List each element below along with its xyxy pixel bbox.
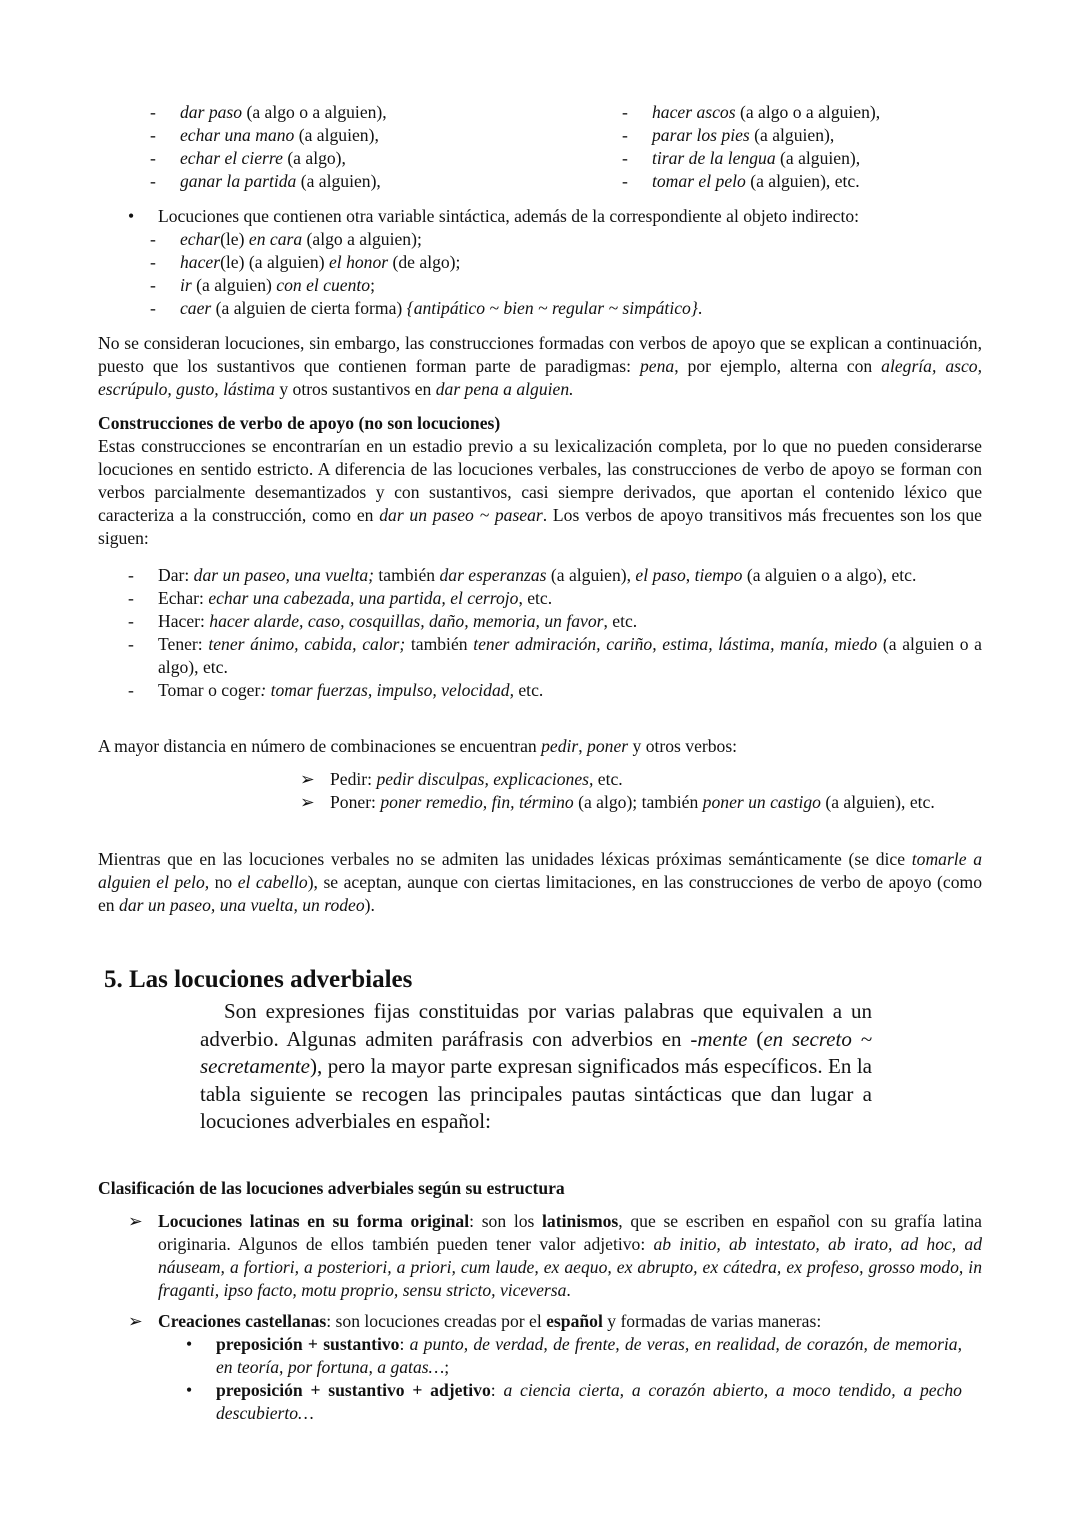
text-run: parar los pies xyxy=(652,125,750,145)
text-run: Poner: xyxy=(330,792,381,812)
dash-marker: - xyxy=(150,298,156,318)
text-run: hacer xyxy=(180,252,221,272)
text-run: Hacer: xyxy=(158,611,210,631)
text-run: (a alguien o a algo), etc. xyxy=(158,634,982,677)
text-run: (a alguien), etc. xyxy=(820,792,935,812)
list-item-castilian xyxy=(128,1310,982,1333)
text-run: , xyxy=(578,736,588,756)
dash-marker: - xyxy=(150,252,156,272)
text-run: tiempo xyxy=(694,565,743,585)
section-title: 5. Las locuciones adverbiales xyxy=(104,966,413,993)
text-run: etc. xyxy=(593,769,623,789)
list-item xyxy=(150,101,590,124)
arrow-marker: ➢ xyxy=(300,792,315,812)
list-item xyxy=(128,564,982,587)
variable-syntactic-bullet xyxy=(128,205,988,320)
text-runs xyxy=(216,1380,962,1423)
text-runs xyxy=(158,611,637,631)
text-run: a ciencia cierta, a corazón abierto, a moco tendido, a pecho descubierto… xyxy=(216,1380,962,1423)
dash-marker: - xyxy=(128,634,134,654)
text-run: también xyxy=(373,565,440,585)
arrow-marker: ➢ xyxy=(300,769,315,789)
dash-marker: - xyxy=(128,611,134,631)
text-run: Locuciones que contienen otra variable sintáctica, además de la correspondiente al objeto indirecto: xyxy=(158,206,860,226)
text-runs xyxy=(652,171,860,191)
text-run: , etc. xyxy=(518,588,553,608)
list-item xyxy=(150,124,590,147)
text-run: Locuciones latinas en su forma original xyxy=(158,1211,470,1231)
text-run: también xyxy=(405,634,474,654)
dash-marker: - xyxy=(622,148,628,168)
list-item xyxy=(622,101,1062,124)
list-item xyxy=(128,679,982,702)
support-verbs-list xyxy=(128,564,982,702)
text-runs xyxy=(180,229,422,249)
text-run: Tomar o coger xyxy=(158,680,261,700)
text-runs xyxy=(216,1334,962,1377)
text-run: . xyxy=(697,298,703,318)
text-runs xyxy=(158,634,982,677)
text-runs xyxy=(652,102,880,122)
text-run: pena xyxy=(639,356,675,376)
list-item xyxy=(128,1333,982,1379)
text-run: , etc. xyxy=(603,611,638,631)
bullet-marker: • xyxy=(186,1334,193,1354)
paragraph-mientras xyxy=(98,848,982,917)
list-item xyxy=(128,1379,982,1425)
paragraph-no-locuciones xyxy=(98,332,982,401)
text-run: (algo a alguien); xyxy=(302,229,422,249)
text-run: (a alguien) xyxy=(191,275,277,295)
text-run: : xyxy=(490,1380,504,1400)
text-run: ( xyxy=(747,1026,764,1051)
text-run: y formadas de varias maneras: xyxy=(602,1311,822,1331)
list-item xyxy=(300,768,982,791)
bullet-item xyxy=(128,205,988,228)
text-runs xyxy=(180,298,702,318)
text-run: (a alguien de cierta forma) xyxy=(211,298,407,318)
text-run: caer xyxy=(180,298,212,318)
right-column xyxy=(622,101,1062,193)
text-run: latinismos xyxy=(542,1211,619,1231)
text-runs xyxy=(158,565,916,585)
paragraph-distance xyxy=(98,735,982,758)
support-heading: Construcciones de verbo de apoyo (no son locuciones) xyxy=(98,413,501,433)
text-run: (a alguien), xyxy=(294,125,379,145)
text-runs xyxy=(180,125,379,145)
text-runs xyxy=(330,769,623,789)
text-run: dar un paseo, una vuelta, un rodeo xyxy=(119,895,365,915)
dash-marker: - xyxy=(622,102,628,122)
text-runs xyxy=(652,148,860,168)
list-item xyxy=(128,297,988,320)
text-run: hacer ascos xyxy=(652,102,736,122)
text-runs xyxy=(98,849,982,915)
text-run: ), pero la mayor parte expresan significados más específicos. En la tabla siguiente se recogen las principales pautas sintácticas que dan lugar a locuciones adverbiales en español: xyxy=(200,1054,872,1133)
text-run: (a alguien), etc. xyxy=(745,171,860,191)
text-runs xyxy=(98,436,982,548)
text-run: , xyxy=(685,565,695,585)
list-item xyxy=(128,251,988,274)
text-run: y otros verbos: xyxy=(628,736,738,756)
text-run: Tener: xyxy=(158,634,209,654)
text-runs xyxy=(98,333,982,399)
text-run: tener ánimo, cabida, calor; xyxy=(208,634,406,654)
text-run: ), se aceptan, aunque con ciertas limitaciones, en las construcciones de verbo de apoyo (como en xyxy=(98,872,982,915)
dash-marker: - xyxy=(150,125,156,145)
text-run: hacer alarde, caso, cosquillas, daño, memoria, un favor xyxy=(209,611,604,631)
text-run: . xyxy=(566,1280,571,1300)
list-item xyxy=(622,170,1062,193)
text-run: dar paso xyxy=(180,102,243,122)
dash-marker: - xyxy=(128,680,134,700)
text-run: (a algo o a alguien), xyxy=(242,102,387,122)
arrow-marker: ➢ xyxy=(128,1311,143,1331)
dash-marker: - xyxy=(150,229,156,249)
text-runs xyxy=(158,206,859,226)
text-run: : son los xyxy=(469,1211,543,1231)
text-run: , por ejemplo, alterna con xyxy=(674,356,882,376)
dash-marker: - xyxy=(622,171,628,191)
text-run: -mente xyxy=(690,1026,748,1051)
text-run: dar un paseo ~ pasear xyxy=(379,505,543,525)
text-run: (a alguien o a algo), etc. xyxy=(742,565,917,585)
text-run: el paso xyxy=(635,565,686,585)
list-item xyxy=(128,587,982,610)
text-run: (a alguien), xyxy=(546,565,636,585)
text-runs xyxy=(330,792,935,812)
list-item xyxy=(150,170,590,193)
text-run: tener admiración, cariño, estima, lástima, manía, miedo xyxy=(473,634,878,654)
text-run: echar una cabezada, una partida, el cerrojo xyxy=(208,588,519,608)
text-runs xyxy=(180,171,381,191)
text-run: etc. xyxy=(513,680,544,700)
text-run: en cara xyxy=(248,229,303,249)
other-verbs-list xyxy=(300,768,982,814)
text-run: Echar: xyxy=(158,588,209,608)
dash-marker: - xyxy=(150,148,156,168)
text-runs xyxy=(158,680,543,700)
bullet-marker: • xyxy=(186,1380,193,1400)
text-run: : tomar fuerzas, impulso, velocidad, xyxy=(260,680,514,700)
text-runs xyxy=(652,125,834,145)
text-runs xyxy=(180,275,375,295)
list-item xyxy=(622,124,1062,147)
left-column xyxy=(150,101,590,193)
text-run: (a algo); también xyxy=(573,792,703,812)
list-item-latin xyxy=(128,1210,982,1302)
text-run: echar el cierre xyxy=(180,148,283,168)
bullet-marker: • xyxy=(128,206,135,226)
text-run: (a alguien), xyxy=(749,125,835,145)
list-item xyxy=(622,147,1062,170)
text-run: tirar de la lengua xyxy=(652,148,776,168)
text-run: tomarle a alguien el pelo, xyxy=(98,849,983,892)
text-run: tomar el pelo xyxy=(652,171,746,191)
text-run: el honor xyxy=(328,252,389,272)
text-runs xyxy=(180,252,460,272)
list-item xyxy=(128,633,982,679)
text-run: dar pena a alguien. xyxy=(435,379,574,399)
text-run: ; xyxy=(444,1357,450,1377)
text-run: : xyxy=(399,1334,410,1354)
text-run: Creaciones castellanas xyxy=(158,1311,327,1331)
text-run: (a alguien), xyxy=(296,171,381,191)
dash-marker: - xyxy=(128,588,134,608)
dash-marker: - xyxy=(150,275,156,295)
top-dash-lists xyxy=(0,101,1080,193)
text-run: (le) xyxy=(220,229,249,249)
list-item xyxy=(150,147,590,170)
text-run: pedir xyxy=(541,736,579,756)
text-run: {antipático ~ bien ~ regular ~ simpático} xyxy=(406,298,698,318)
text-run: poner xyxy=(587,736,629,756)
text-run: poner remedio, fin, término xyxy=(380,792,574,812)
text-run: Mientras que en las locuciones verbales no se admiten las unidades léxicas próximas semánticamente (se dice xyxy=(98,849,912,869)
text-run: preposición + sustantivo xyxy=(216,1334,400,1354)
arrow-marker: ➢ xyxy=(128,1211,143,1231)
list-item xyxy=(128,274,988,297)
text-run: , que se escriben en español con su grafía latina originaria. Algunos de ellos también pueden tener valor adjetivo: xyxy=(158,1211,982,1254)
text-run: dar esperanzas xyxy=(439,565,547,585)
text-run: preposición + sustantivo + adjetivo xyxy=(216,1380,491,1400)
text-run: a punto, de verdad, de frente, de veras, en realidad, de corazón, de memoria, en teoría, por fortuna, a gatas… xyxy=(216,1334,962,1377)
text-run: . Los verbos de apoyo transitivos más frecuentes son los que siguen: xyxy=(98,505,982,548)
support-verbs-section xyxy=(98,412,982,550)
classification-list xyxy=(128,1210,982,1425)
text-run: no xyxy=(209,872,238,892)
text-runs xyxy=(200,999,872,1133)
text-runs xyxy=(180,102,387,122)
text-runs xyxy=(98,736,737,756)
text-run: echar xyxy=(180,229,221,249)
text-run: ir xyxy=(180,275,192,295)
text-run: Dar: xyxy=(158,565,194,585)
text-run: y otros sustantivos en xyxy=(274,379,436,399)
text-run: español xyxy=(546,1311,603,1331)
text-run: (a algo), xyxy=(282,148,346,168)
list-item xyxy=(128,610,982,633)
text-run: ab initio, ab intestato, ab irato, ad hoc, ad náuseam, a fortiori, a posteriori, a priori, cum laude, ex aequo, ex abrupto, ex cátedra, ex profeso, grosso modo, in fraganti, ipso facto, motu proprio, sensu stricto, viceversa xyxy=(158,1234,982,1300)
dash-marker: - xyxy=(150,102,156,122)
text-run: Son expresiones fijas constituidas por varias palabras que equivalen a un adverbio. Algunas admiten paráfrasis con adverbios en xyxy=(200,999,872,1051)
text-run: poner un castigo xyxy=(702,792,821,812)
dash-marker: - xyxy=(622,125,628,145)
text-run: No se consideran locuciones, sin embargo, las construcciones formadas con verbos de apoyo que se explican a continuación, puesto que los sustantivos que contienen forman parte de paradigmas: xyxy=(98,333,982,376)
text-runs xyxy=(158,1211,982,1300)
text-run: alegría, asco, escrúpulo, gusto, lástima xyxy=(98,356,982,399)
text-run: Estas construcciones se encontrarían en un estadio previo a su lexicalización completa, por lo que no pueden considerarse locuciones en sentido estricto. A diferencia de las locuciones verbales, las construcciones de verbo de apoyo se forman con verbos parcialmente desemantizados y con sustantivos, casi siempre derivados, que aportan el contenido léxico que caracteriza a la construcción, como en xyxy=(98,436,982,525)
text-run: ; xyxy=(370,275,375,295)
text-runs xyxy=(180,148,346,168)
text-runs xyxy=(158,588,552,608)
paragraph-support xyxy=(98,435,982,550)
text-run: : son locuciones creadas por el xyxy=(326,1311,547,1331)
text-run: (le) (a alguien) xyxy=(220,252,329,272)
text-run: ganar la partida xyxy=(180,171,297,191)
section-intro xyxy=(200,998,872,1136)
text-run: A mayor distancia en número de combinaciones se encuentran xyxy=(98,736,542,756)
text-run: con el cuento xyxy=(276,275,371,295)
text-run: echar una mano xyxy=(180,125,295,145)
dash-marker: - xyxy=(128,565,134,585)
text-run: el cabello xyxy=(237,872,308,892)
text-run: ). xyxy=(364,895,375,915)
dash-marker: - xyxy=(150,171,156,191)
text-run: (a algo o a alguien), xyxy=(735,102,881,122)
text-run: dar un paseo, una vuelta; xyxy=(193,565,374,585)
list-item xyxy=(128,228,988,251)
classification-heading: Clasificación de las locuciones adverbiales según su estructura xyxy=(98,1178,565,1198)
text-run: en secreto ~ secretamente xyxy=(200,1026,873,1078)
list-item xyxy=(300,791,982,814)
text-run: pedir disculpas, explicaciones, xyxy=(376,769,594,789)
text-run: Pedir: xyxy=(330,769,377,789)
text-runs xyxy=(158,1311,821,1331)
text-run: (a alguien), xyxy=(775,148,861,168)
text-run: (de algo); xyxy=(388,252,461,272)
